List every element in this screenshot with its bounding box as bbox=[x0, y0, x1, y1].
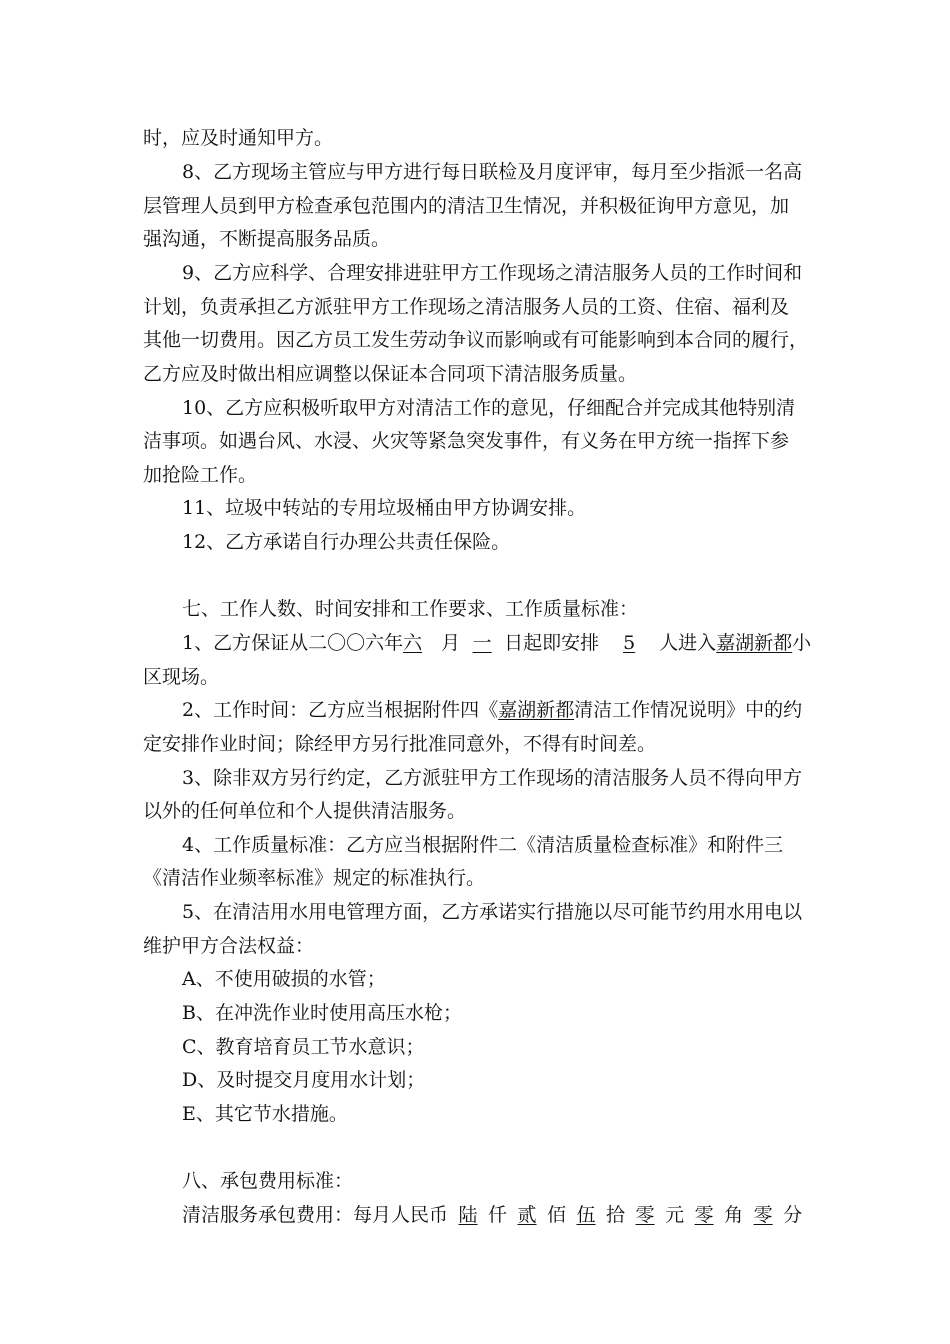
text-run: 佰 bbox=[547, 1204, 567, 1226]
text-run: 人进入 bbox=[659, 632, 717, 654]
paragraph-line: 乙方应及时做出相应调整以保证本合同项下清洁服务质量。 bbox=[143, 363, 638, 385]
text-run: 拾 bbox=[606, 1204, 626, 1226]
filled-blank-day: 一 bbox=[472, 632, 492, 654]
paragraph-line: 层管理人员到甲方检查承包范围内的清洁卫生情况，并积极征询甲方意见，加 bbox=[143, 195, 790, 217]
paragraph-line: 5、在清洁用水用电管理方面，乙方承诺实行措施以尽可能节约用水用电以 bbox=[182, 901, 803, 923]
text-run: 月 bbox=[441, 632, 461, 654]
paragraph-line: 《清洁作业频率标准》规定的标准执行。 bbox=[143, 867, 486, 889]
list-item: A、不使用破损的水管； bbox=[182, 968, 386, 990]
section-heading: 八、承包费用标准： bbox=[182, 1170, 354, 1192]
paragraph-line: 11、垃圾中转站的专用垃圾桶由甲方协调安排。 bbox=[182, 497, 587, 519]
paragraph-line: 计划，负责承担乙方派驻甲方工作现场之清洁服务人员的工资、住宿、福利及 bbox=[143, 296, 790, 318]
list-item: C、教育培育员工节水意识； bbox=[182, 1036, 425, 1058]
list-item: B、在冲洗作业时使用高压水枪； bbox=[182, 1002, 462, 1024]
paragraph-line: 8、乙方现场主管应与甲方进行每日联检及月度评审，每月至少指派一名高 bbox=[182, 161, 803, 183]
section-heading: 七、工作人数、时间安排和工作要求、工作质量标准： bbox=[182, 598, 639, 620]
paragraph-line: 4、工作质量标准：乙方应当根据附件二《清洁质量检查标准》和附件三 bbox=[182, 834, 784, 856]
paragraph-line: 其他一切费用。因乙方员工发生劳动争议而影响或有可能影响到本合同的履行， bbox=[143, 329, 809, 351]
paragraph-line bbox=[182, 1203, 802, 1227]
paragraph-line bbox=[182, 631, 811, 655]
text-run: 清洁服务承包费用：每月人民币 bbox=[182, 1204, 449, 1226]
filled-blank-location: 嘉湖新都 bbox=[498, 699, 575, 721]
paragraph-line: 以外的任何单位和个人提供清洁服务。 bbox=[143, 800, 467, 822]
text-run: 清洁工作情况说明》中的约 bbox=[574, 699, 803, 721]
text-run: 元 bbox=[665, 1204, 685, 1226]
text-run: 仟 bbox=[488, 1204, 508, 1226]
paragraph-line: 洁事项。如遇台风、水浸、火灾等紧急突发事件，有义务在甲方统一指挥下参 bbox=[143, 430, 790, 452]
paragraph-line: 加抢险工作。 bbox=[143, 464, 258, 486]
filled-blank-month: 六 bbox=[403, 632, 423, 654]
paragraph-line: 维护甲方合法权益： bbox=[143, 935, 315, 957]
paragraph-line: 强沟通，不断提高服务品质。 bbox=[143, 228, 391, 250]
filled-blank-headcount: 5 bbox=[623, 632, 636, 654]
list-item: E、其它节水措施。 bbox=[182, 1103, 348, 1125]
text-run: 1、乙方保证从二〇〇六年 bbox=[182, 632, 404, 654]
filled-blank-location: 嘉湖新都 bbox=[716, 632, 793, 654]
text-run: 小 bbox=[792, 632, 812, 654]
filled-blank-amount: 零 bbox=[635, 1204, 655, 1226]
paragraph-line: 时，应及时通知甲方。 bbox=[143, 127, 334, 149]
text-run: 2、工作时间：乙方应当根据附件四《 bbox=[182, 699, 499, 721]
paragraph-line: 12、乙方承诺自行办理公共责任保险。 bbox=[182, 531, 511, 553]
text-run: 日起即安排 bbox=[504, 632, 600, 654]
text-run: 角 bbox=[724, 1204, 744, 1226]
paragraph-line: 9、乙方应科学、合理安排进驻甲方工作现场之清洁服务人员的工作时间和 bbox=[182, 262, 803, 284]
paragraph-line bbox=[182, 698, 802, 722]
paragraph-line: 定安排作业时间；除经甲方另行批准同意外，不得有时间差。 bbox=[143, 733, 657, 755]
filled-blank-amount: 伍 bbox=[576, 1204, 596, 1226]
filled-blank-amount: 陆 bbox=[458, 1204, 478, 1226]
filled-blank-amount: 零 bbox=[753, 1204, 773, 1226]
filled-blank-amount: 零 bbox=[694, 1204, 714, 1226]
list-item: D、及时提交月度用水计划； bbox=[182, 1069, 426, 1091]
paragraph-line: 10、乙方应积极听取甲方对清洁工作的意见，仔细配合并完成其他特别清 bbox=[182, 397, 796, 419]
paragraph-line: 3、除非双方另行约定，乙方派驻甲方工作现场的清洁服务人员不得向甲方 bbox=[182, 767, 803, 789]
filled-blank-amount: 贰 bbox=[517, 1204, 537, 1226]
text-run: 分 bbox=[783, 1204, 803, 1226]
paragraph-line: 区现场。 bbox=[143, 666, 220, 688]
